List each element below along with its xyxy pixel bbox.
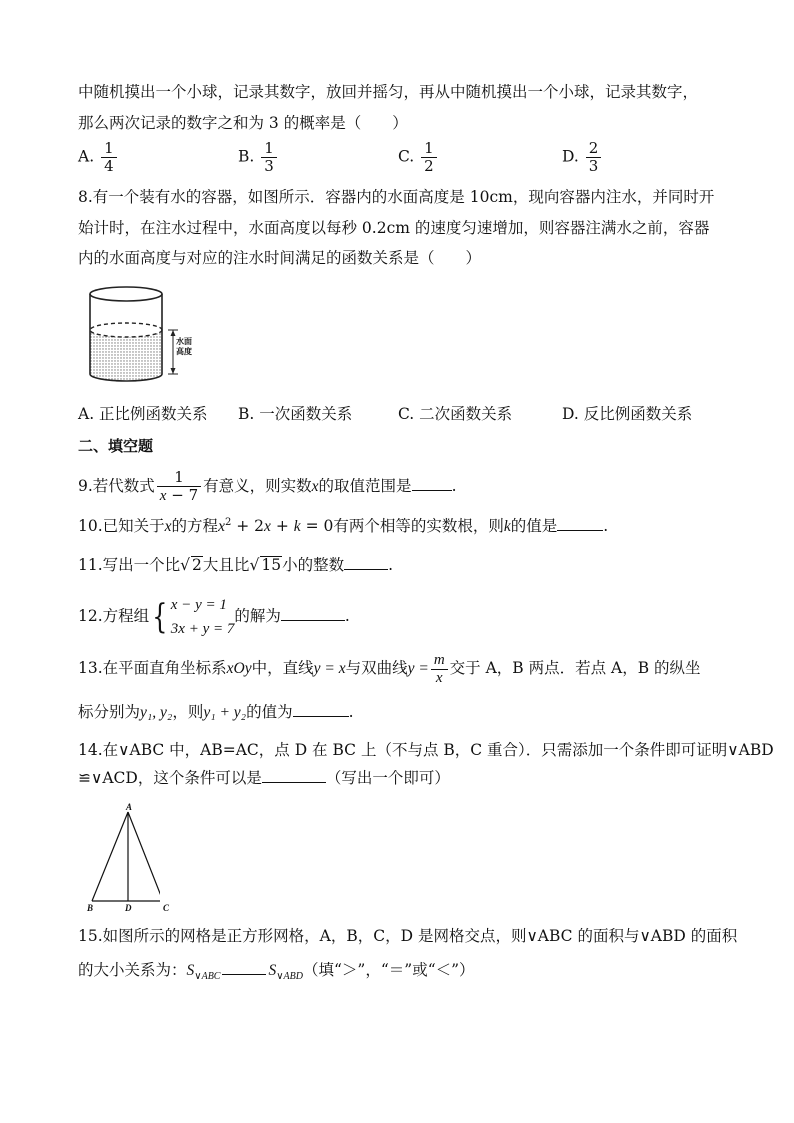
q10-text-3: 的值是 xyxy=(510,517,558,536)
q13-text: 标分别为 xyxy=(78,703,141,721)
q15-text-2: （填“＞”，“＝”或“＜”） xyxy=(303,961,475,979)
q7-line-2: 那么两次记录的数字之和为 3 的概率是（ ） xyxy=(78,114,408,132)
water-surface xyxy=(90,323,162,337)
option-fraction xyxy=(421,140,437,175)
q9 xyxy=(78,468,457,505)
height-label xyxy=(176,337,192,357)
section-heading: 二、填空题 xyxy=(78,437,154,455)
coord-system: xOy xyxy=(226,660,252,677)
q13-text: 交于 A，B 两点．若点 A，B 的纵坐 xyxy=(449,659,701,677)
option-fraction xyxy=(101,140,117,175)
period: . xyxy=(451,477,457,495)
q12-text: 的解为 xyxy=(234,607,281,625)
q7-option-c xyxy=(398,140,439,175)
answer-blank[interactable] xyxy=(344,555,388,570)
option-letter: C. xyxy=(398,147,415,166)
eq-exponent: 2 xyxy=(224,517,232,528)
q12 xyxy=(78,592,350,641)
eq-x: x xyxy=(218,518,225,536)
q11-text: 大且比 xyxy=(202,556,250,574)
area-subscript: ∨ABC xyxy=(194,971,221,983)
sqrt-sign: √ xyxy=(180,556,191,574)
eq-part: + 2 xyxy=(231,517,265,536)
sqrt-radicand: 15 xyxy=(261,556,282,574)
q7-option-a xyxy=(78,140,119,175)
var-k: k xyxy=(503,518,511,536)
label-b: B xyxy=(87,903,94,913)
fraction-numerator: 1 xyxy=(261,140,277,158)
q13-text: 中，直线 xyxy=(251,659,314,677)
fraction-numerator: 1 xyxy=(101,140,117,158)
sqrt-sign: √ xyxy=(249,556,260,574)
label-c: C xyxy=(163,903,170,913)
answer-blank[interactable] xyxy=(281,606,345,621)
q14-text-2: （写出一个即可） xyxy=(325,769,450,787)
q13-text: ，则 xyxy=(172,703,204,721)
system-brace: { xyxy=(152,597,168,637)
hyperbola-fraction xyxy=(431,652,448,687)
q14-line-2 xyxy=(78,768,450,788)
q13-text: 的值为 xyxy=(246,703,293,721)
fraction-numerator: 1 xyxy=(421,140,437,158)
eq-part: + xyxy=(270,517,294,536)
q8-option-c: C. 二次函数关系 xyxy=(398,405,513,423)
sqrt-radicand: 2 xyxy=(192,556,202,574)
q13-text: 13.在平面直角坐标系 xyxy=(78,659,227,677)
option-letter: A. xyxy=(78,147,95,166)
height-arrow-up xyxy=(171,330,176,336)
q8-option-d: D. 反比例函数关系 xyxy=(562,405,693,423)
side-ab xyxy=(92,812,128,901)
var-x: x xyxy=(164,518,172,536)
container-top-rim xyxy=(90,287,162,301)
fraction-denominator xyxy=(157,487,201,505)
option-fraction xyxy=(261,140,277,175)
q13-line-1 xyxy=(78,650,701,687)
q8-line-3: 内的水面高度与对应的注水时间满足的函数关系是（ ） xyxy=(78,249,482,267)
period: . xyxy=(344,607,350,625)
q10-text: 的方程 xyxy=(171,517,219,536)
height-label-line-1: 水面 xyxy=(176,337,192,346)
option-fraction xyxy=(586,140,602,175)
q11-prefix: 11.写出一个比 xyxy=(78,556,181,574)
q8-line-1: 8.有一个装有水的容器，如图所示．容器内的水面高度是 10cm，现向容器内注水，并同时开 xyxy=(78,188,715,206)
q7-option-d xyxy=(562,140,603,175)
q10-prefix: 10.已知关于 xyxy=(78,517,165,536)
eq-part: = 0 xyxy=(300,517,334,536)
q9-text-2: 的取值范围是 xyxy=(318,477,412,495)
q15-line-2 xyxy=(78,960,475,987)
answer-blank[interactable] xyxy=(262,768,326,783)
option-letter: B. xyxy=(238,147,255,166)
q10 xyxy=(78,513,608,537)
option-letter: D. xyxy=(562,147,579,166)
q8-option-b: B. 一次函数关系 xyxy=(238,405,353,423)
answer-blank[interactable] xyxy=(557,516,603,531)
height-arrow-down xyxy=(171,368,176,374)
triangle-figure xyxy=(84,802,160,914)
answer-blank[interactable] xyxy=(222,960,266,975)
label-a: A xyxy=(126,802,133,812)
period: . xyxy=(388,556,394,574)
fraction-numerator: 2 xyxy=(586,140,602,158)
q15-text: 的大小关系为： xyxy=(78,961,187,979)
fraction-denominator: 3 xyxy=(264,157,274,175)
q12-prefix: 12.方程组 xyxy=(78,607,150,625)
q11 xyxy=(78,555,393,575)
eq-k: k xyxy=(293,518,301,536)
equation-1: x − y = 1 xyxy=(170,597,227,613)
q14-line-1: 14.在∨ABC 中，AB=AC，点 D 在 BC 上（不与点 B，C 重合）．只需添加一个条件即可证明∨ABD xyxy=(78,741,774,759)
den-rest: − 7 xyxy=(171,486,199,504)
q9-fraction xyxy=(157,469,201,505)
q10-text-2: 有两个相等的实数根，则 xyxy=(333,517,504,536)
area-symbol: S xyxy=(268,962,277,979)
height-label-line-2: 高度 xyxy=(176,347,192,356)
fraction-denominator: 4 xyxy=(104,157,114,175)
fraction-denominator: 2 xyxy=(424,157,434,175)
period: . xyxy=(348,703,354,721)
answer-blank[interactable] xyxy=(412,476,452,491)
answer-blank[interactable] xyxy=(293,702,349,717)
hyperbola-lhs: y = xyxy=(407,660,429,677)
q7-line-1: 中随机摸出一个小球，记录其数字，放回并摇匀，再从中随机摸出一个小球，记录其数字， xyxy=(78,83,699,101)
q8-option-a: A. 正比例函数关系 xyxy=(78,405,208,423)
equation-2: 3x + y = 7 xyxy=(170,621,235,637)
period: . xyxy=(603,517,609,536)
container-figure xyxy=(84,282,196,386)
area-subscript: ∨ABD xyxy=(276,971,303,983)
fraction-numerator: m xyxy=(431,652,448,670)
fraction-denominator: 3 xyxy=(588,157,599,175)
y-sum: y₁ + y₂ xyxy=(203,704,247,721)
q8-line-2: 始计时，在注水过程中，水面高度以每秒 0.2cm 的速度匀速增加，则容器注满水之前，容器 xyxy=(78,219,710,237)
var-x: x xyxy=(311,478,319,495)
label-d: D xyxy=(125,903,132,913)
y-values: y₁, y₂ xyxy=(140,704,173,721)
q9-text: 有意义，则实数 xyxy=(203,477,312,495)
q15-line-1: 15.如图所示的网格是正方形网格，A，B，C，D 是网格交点，则∨ABC 的面积与∨ABD 的面积 xyxy=(78,927,738,945)
var-x: x xyxy=(159,488,167,504)
q13-text: 与双曲线 xyxy=(345,659,408,677)
q13-line-2 xyxy=(78,702,354,723)
fraction-denominator: x xyxy=(435,669,443,686)
line-equation: y = x xyxy=(313,660,346,677)
eq-x: x xyxy=(264,518,271,536)
area-symbol: S xyxy=(186,962,195,979)
q7-option-b xyxy=(238,140,279,175)
equation-system xyxy=(171,593,235,641)
side-ac xyxy=(128,812,160,901)
q11-text-2: 小的整数 xyxy=(282,556,345,574)
q9-prefix: 9.若代数式 xyxy=(78,477,155,495)
q14-text: ≌∨ACD，这个条件可以是 xyxy=(78,769,262,787)
fraction-numerator: 1 xyxy=(157,469,201,487)
